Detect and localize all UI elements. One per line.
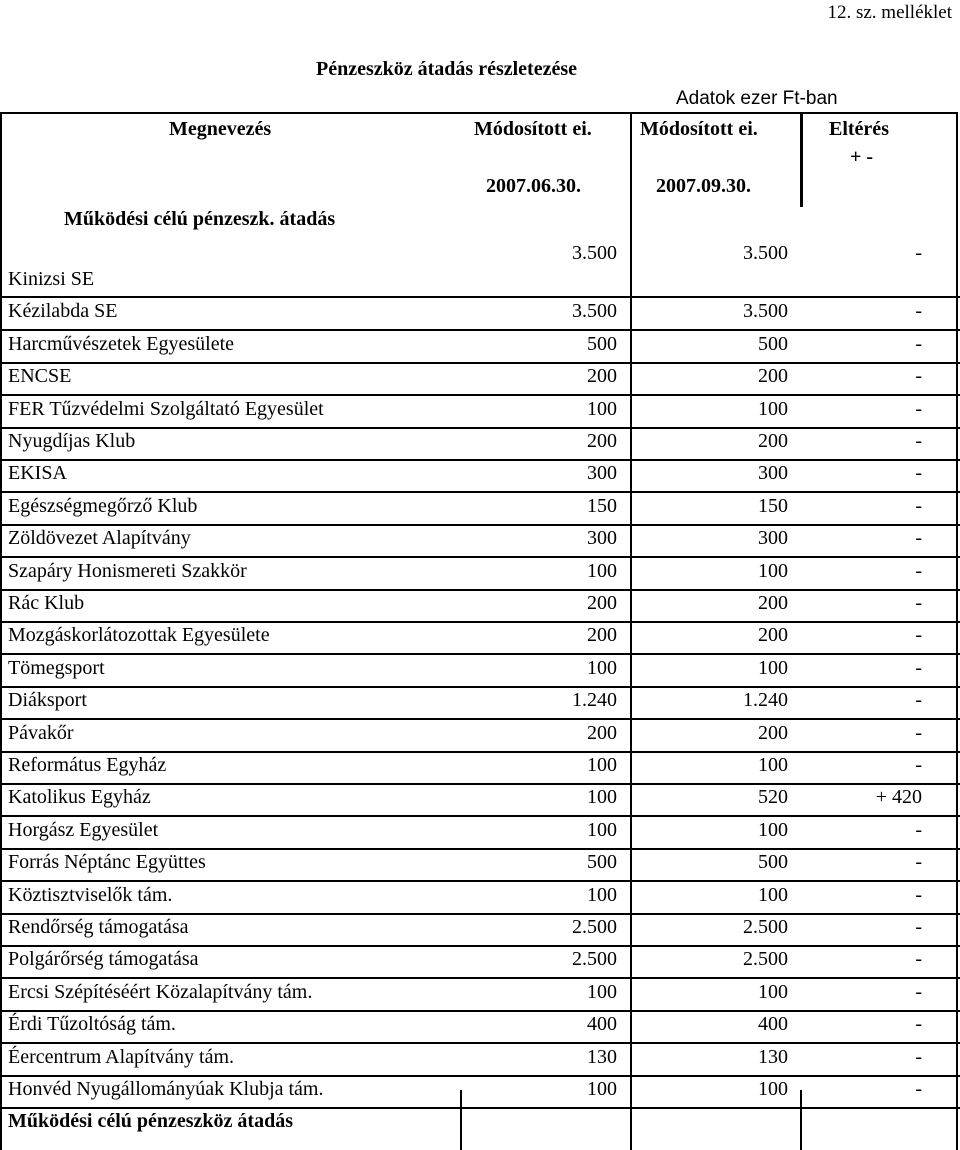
row-v2: 100 <box>758 980 788 1003</box>
row-v2: 500 <box>758 851 788 874</box>
row-name: Református Egyház <box>8 754 167 776</box>
row-v2: 100 <box>758 883 788 906</box>
row-diff: - <box>915 689 922 712</box>
row-diff: - <box>915 1013 922 1036</box>
row-diff: - <box>915 1045 922 1068</box>
row-line <box>0 524 960 526</box>
row-v1: 200 <box>587 624 617 647</box>
row-name: FER Tűzvédelmi Szolgáltató Egyesület <box>8 397 324 420</box>
row-diff: - <box>915 883 922 906</box>
row-v2: 300 <box>758 462 788 485</box>
row-v1: 130 <box>587 1045 617 1068</box>
row-line <box>0 815 960 817</box>
row-name: Köztisztviselők tám. <box>8 883 173 906</box>
row-name: Forrás Néptánc Együttes <box>8 851 206 874</box>
row-v1: 200 <box>587 721 617 744</box>
row-line <box>0 459 960 461</box>
row-v1: 100 <box>587 754 617 776</box>
row-v1: 500 <box>587 851 617 874</box>
row-line <box>0 1010 960 1012</box>
col-divider-1 <box>630 112 632 1150</box>
col-divider-0-bottom <box>460 1090 462 1150</box>
row-v1: 200 <box>587 592 617 614</box>
row-v1: 300 <box>587 462 617 485</box>
row-v1: 2.500 <box>572 916 617 938</box>
row-v2: 520 <box>758 786 788 809</box>
row-name: EKISA <box>8 462 67 485</box>
row-diff: - <box>915 527 922 550</box>
row-diff: - <box>915 754 922 776</box>
row-diff: - <box>915 624 922 647</box>
row-diff: - <box>915 332 922 355</box>
row-diff: - <box>915 1078 922 1100</box>
header-col3-line2: + - <box>850 146 874 168</box>
row-v1: 100 <box>587 397 617 420</box>
row-line <box>0 686 960 688</box>
section-title: Működési célú pénzeszk. átadás <box>64 208 336 230</box>
row-v1: 100 <box>587 786 617 809</box>
row-line <box>0 394 960 396</box>
row-v2: 200 <box>758 721 788 744</box>
row-v1: 2.500 <box>572 948 617 971</box>
row-name: Érdi Tűzoltóság tám. <box>8 1013 176 1036</box>
row-name: Szapáry Honismereti Szakkör <box>8 559 247 582</box>
row-v1: 400 <box>587 1013 617 1036</box>
row-line <box>0 1107 960 1109</box>
row-v2: 2.500 <box>743 948 788 971</box>
row-name: Honvéd Nyugállományúak Klubja tám. <box>8 1078 324 1100</box>
footer-label: Működési célú pénzeszköz átadás <box>8 1110 293 1132</box>
row-diff: - <box>915 980 922 1003</box>
row-v1: 100 <box>587 1078 617 1100</box>
row-name: Éercentrum Alapítvány tám. <box>8 1045 235 1068</box>
row-name: Nyugdíjas Klub <box>8 430 136 452</box>
row-diff: - <box>915 397 922 420</box>
row-v2: 200 <box>758 624 788 647</box>
col-divider-2-top <box>800 112 803 207</box>
row-v2: 2.500 <box>743 916 788 938</box>
row-line <box>0 977 960 979</box>
row-v1: 200 <box>587 430 617 452</box>
row-line <box>0 945 960 947</box>
row-name: Horgász Egyesület <box>8 818 159 841</box>
row-v2: 200 <box>758 430 788 452</box>
row-name: Tömegsport <box>8 656 105 679</box>
row-v2: 500 <box>758 332 788 355</box>
row-v1: 150 <box>587 494 617 517</box>
row-v2: 100 <box>758 754 788 776</box>
row-name: Katolikus Egyház <box>8 786 151 809</box>
row-diff: - <box>915 300 922 323</box>
annex-label: 12. sz. melléklet <box>827 2 952 23</box>
row-v2: 200 <box>758 592 788 614</box>
row-v1: 100 <box>587 883 617 906</box>
row-v1: 3.500 <box>572 300 617 323</box>
header-col3-line1: Eltérés <box>829 118 889 140</box>
row-name: Ercsi Szépítéséért Közalapítvány tám. <box>8 980 313 1003</box>
row-line <box>0 913 960 915</box>
header-col2-line2: 2007.09.30. <box>656 175 751 197</box>
row-v1: 100 <box>587 980 617 1003</box>
first-row-v1: 3.500 <box>572 242 617 264</box>
row-line <box>0 1075 960 1077</box>
row-name: Rendőrség támogatása <box>8 916 189 938</box>
row-v2: 1.240 <box>743 689 788 712</box>
row-name: Pávakőr <box>8 721 74 744</box>
row-v2: 200 <box>758 365 788 388</box>
row-diff: - <box>915 721 922 744</box>
row-v2: 100 <box>758 559 788 582</box>
row-line <box>0 491 960 493</box>
row-line <box>0 848 960 850</box>
row-v2: 100 <box>758 397 788 420</box>
row-diff: - <box>915 462 922 485</box>
row-v2: 100 <box>758 818 788 841</box>
row-diff: - <box>915 948 922 971</box>
row-line <box>0 427 960 429</box>
row-name: Rác Klub <box>8 592 85 614</box>
row-diff: - <box>915 851 922 874</box>
row-name: Egészségmegőrző Klub <box>8 494 198 517</box>
row-v2: 3.500 <box>743 300 788 323</box>
first-row-v2: 3.500 <box>743 242 788 264</box>
unit-note: Adatok ezer Ft-ban <box>676 88 838 109</box>
row-diff: - <box>915 916 922 938</box>
row-name: Kézilabda SE <box>8 300 118 323</box>
row-diff: - <box>915 818 922 841</box>
row-name: Harcművészetek Egyesülete <box>8 332 235 355</box>
row-v2: 100 <box>758 656 788 679</box>
row-v1: 300 <box>587 527 617 550</box>
row-line <box>0 783 960 785</box>
row-v1: 100 <box>587 818 617 841</box>
row-v2: 150 <box>758 494 788 517</box>
row-diff: + 420 <box>875 786 922 809</box>
page-title: Pénzeszköz átadás részletezése <box>316 58 577 80</box>
row-line <box>0 589 960 591</box>
row-diff: - <box>915 592 922 614</box>
row-name: Mozgáskorlátozottak Egyesülete <box>8 624 270 647</box>
row-v1: 100 <box>587 656 617 679</box>
header-col1-line2: 2007.06.30. <box>486 175 581 197</box>
row-name: Polgárőrség támogatása <box>8 948 199 971</box>
row-line <box>0 362 960 364</box>
col-divider-2-bottom <box>800 1090 802 1150</box>
row-v1: 1.240 <box>572 689 617 712</box>
header-col2-line1: Módosított ei. <box>640 118 758 140</box>
row-line <box>0 653 960 655</box>
row-v1: 200 <box>587 365 617 388</box>
row-line <box>0 880 960 882</box>
row-line <box>0 329 960 331</box>
header-col1-line1: Módosított ei. <box>474 118 592 140</box>
row-line <box>0 1042 960 1044</box>
row-v2: 400 <box>758 1013 788 1036</box>
row-v2: 300 <box>758 527 788 550</box>
row-name: ENCSE <box>8 365 72 388</box>
row-name: Zöldövezet Alapítvány <box>8 527 191 550</box>
row-diff: - <box>915 430 922 452</box>
row-line <box>0 621 960 623</box>
row-line <box>0 751 960 753</box>
row-v1: 100 <box>587 559 617 582</box>
row-diff: - <box>915 559 922 582</box>
row-line <box>0 718 960 720</box>
row-diff: - <box>915 656 922 679</box>
row-name: Kinizsi SE <box>8 268 95 290</box>
row-diff: - <box>915 494 922 517</box>
row-v1: 500 <box>587 332 617 355</box>
first-row-diff: - <box>915 242 922 264</box>
row-line <box>0 296 960 298</box>
row-v2: 130 <box>758 1045 788 1068</box>
row-diff: - <box>915 365 922 388</box>
row-name: Diáksport <box>8 689 87 712</box>
row-line <box>0 556 960 558</box>
header-name: Megnevezés <box>169 118 272 140</box>
row-v2: 100 <box>758 1078 788 1100</box>
